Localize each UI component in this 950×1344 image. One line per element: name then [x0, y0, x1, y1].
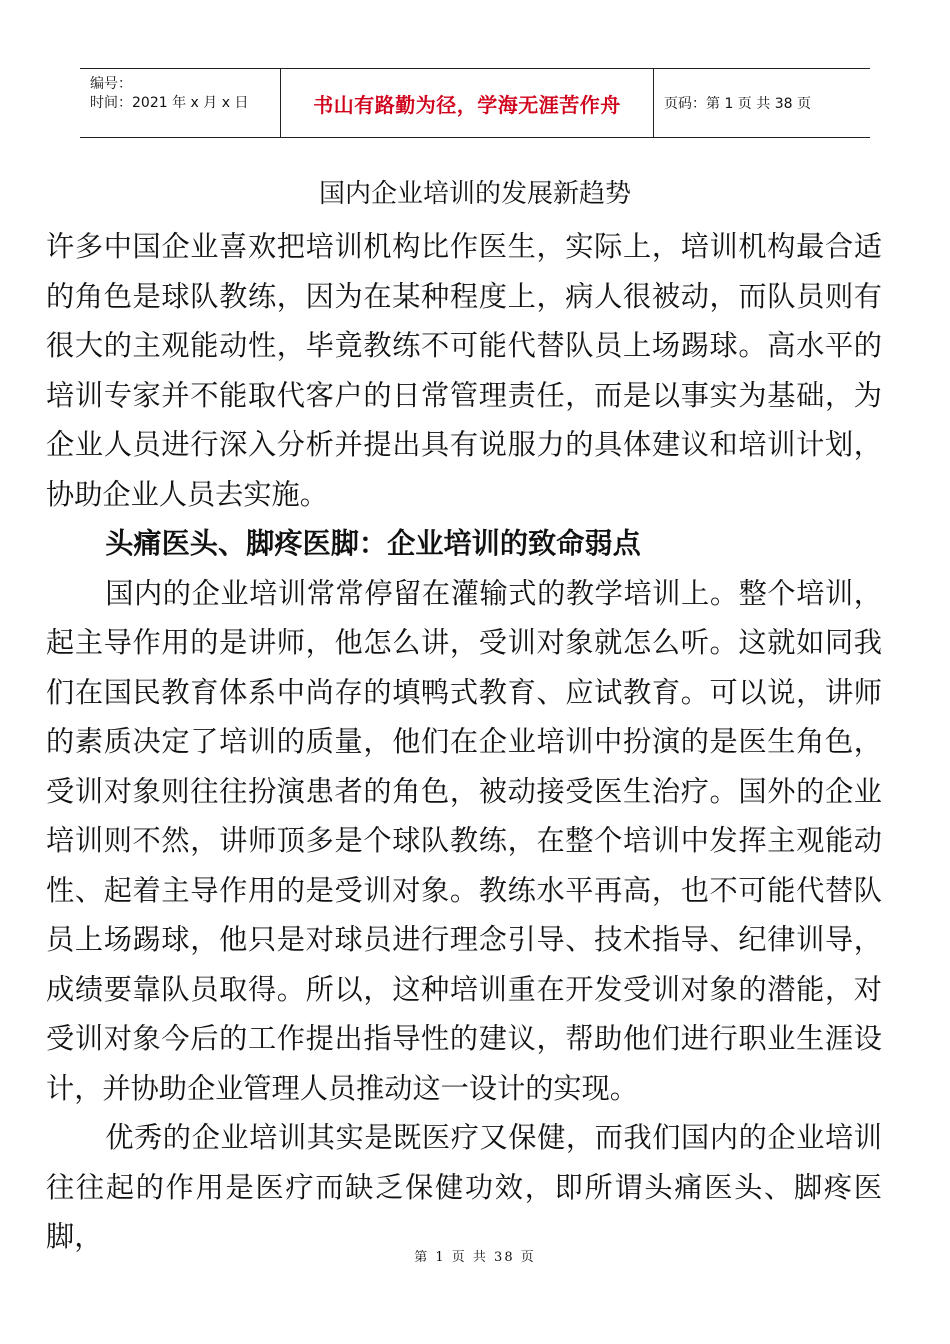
header-page-info: 页码：第 1 页 共 38 页: [664, 96, 811, 112]
document-header: [80, 68, 870, 138]
body-paragraph: 国内的企业培训常常停留在灌输式的教学培训上。整个培训，起主导作用的是讲师，他怎么讲，受训对象就怎么听。这就如同我们在国民教育体系中尚存的填鸭式教育、应试教育。可以说，讲师的素质决定了培训的质量，他们在企业培训中扮演的是医生角色，受训对象则往往扮演患者的角色，被动接受医生治疗。国外的企业培训则不然，讲师顶多是个球队教练，在整个培训中发挥主观能动性、起着主导作用的是受训对象。教练水平再高，也不可能代替队员上场踢球，他只是对球员进行理念引导、技术指导、纪律训导，成绩要靠队员取得。所以，这种培训重在开发受训对象的潜能，对受训对象今后的工作提出指导性的建议，帮助他们进行职业生涯设计，并协助企业管理人员推动这一设计的实现。: [46, 576, 882, 1105]
header-motto-cell: [281, 69, 654, 137]
document-title: 国内企业培训的发展新趋势: [318, 179, 631, 209]
header-meta-cell: [80, 69, 281, 137]
document-date: 时间：2021 年 x 月 x 日: [90, 95, 249, 111]
header-motto: 书山有路勤为径，学海无涯苦作舟: [313, 92, 621, 117]
section-heading: 头痛医头、脚疼医脚：企业培训的致命弱点: [105, 527, 641, 560]
document-body: [46, 222, 882, 1262]
document-number-label: 编号：: [90, 76, 132, 92]
header-page-cell: [654, 69, 870, 137]
body-paragraph: 许多中国企业喜欢把培训机构比作医生，实际上，培训机构最合适的角色是球队教练，因为在某种程度上，病人很被动，而队员则有很大的主观能动性，毕竟教练不可能代替队员上场踢球。高水平的培训专家并不能取代客户的日常管理责任，而是以事实为基础，为企业人员进行深入分析并提出具有说服力的具体建议和培训计划，协助企业人员去实施。: [46, 230, 882, 511]
body-paragraph: 优秀的企业培训其实是既医疗又保健，而我们国内的企业培训往往起的作用是医疗而缺乏保健功效，即所谓头痛医头、脚疼医脚，: [46, 1121, 882, 1253]
page-footer: 第 1 页 共 38 页: [414, 1250, 536, 1265]
